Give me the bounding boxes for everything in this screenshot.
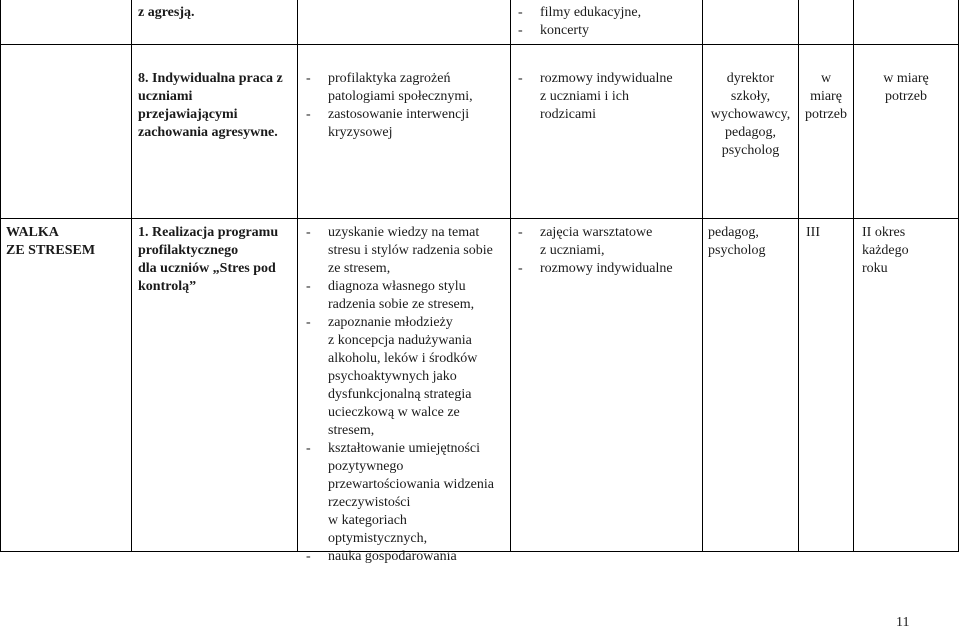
walka-responsible	[708, 224, 796, 260]
list-item	[306, 314, 510, 440]
list-item-line: z koncepcja nadużywania	[328, 333, 472, 348]
grid-line	[0, 0, 1, 552]
list-item-line: koncerty	[540, 23, 589, 38]
list-item	[306, 548, 510, 566]
walka-goals	[306, 224, 510, 566]
list-item	[306, 224, 510, 278]
list-item-line: nauka gospodarowania	[328, 549, 457, 564]
row8-responsible	[703, 70, 798, 160]
text-line: ZE STRESEM	[6, 243, 96, 258]
bullet-dash: -	[518, 261, 523, 276]
list-item-line: rozmowy indywidualne	[540, 261, 673, 276]
list-item-line: patologiami społecznymi,	[328, 89, 473, 104]
list-item	[306, 278, 510, 314]
list-item-line: rzeczywistości	[328, 495, 411, 510]
list-item-line: alkoholu, leków i środków	[328, 351, 478, 366]
bullet-dash: -	[306, 107, 311, 122]
list-item-line: stresem,	[328, 423, 375, 438]
list-item	[306, 70, 506, 106]
bullet-dash: -	[306, 279, 311, 294]
text-line: dla uczniów „Stres pod	[138, 261, 276, 276]
walka-period	[862, 224, 956, 278]
grid-line	[510, 0, 511, 552]
walka-task	[138, 224, 296, 296]
text-line: profilaktycznego	[138, 243, 239, 258]
list-item-line: radzenia sobie ze stresem,	[328, 297, 475, 312]
text-line: kontrolą”	[138, 279, 197, 294]
row-top-forms	[518, 4, 698, 40]
list-item-line: zapoznanie młodzieży	[328, 315, 453, 330]
text-line: szkoły,	[730, 89, 771, 104]
row8-goals	[306, 70, 506, 142]
bullet-dash: -	[518, 23, 523, 38]
row-top-task: z agresją.	[138, 5, 195, 20]
bullet-dash: -	[518, 225, 523, 240]
list-item	[518, 260, 700, 278]
list-item-line: kryzysowej	[328, 125, 393, 140]
list-item-line: pozytywnego	[328, 459, 404, 474]
list-item-line: rodzicami	[540, 107, 596, 122]
bullet-dash: -	[306, 71, 311, 86]
row8-period	[854, 70, 958, 106]
grid-line	[0, 218, 959, 219]
list-item	[306, 440, 510, 548]
text-line: roku	[862, 261, 888, 276]
list-item-line: zajęcia warsztatowe	[540, 225, 653, 240]
list-item	[518, 224, 700, 260]
list-item-line: rozmowy indywidualne	[540, 71, 673, 86]
text-line: potrzeb	[885, 89, 927, 104]
list-item-line: w kategoriach	[328, 513, 407, 528]
list-item-line: psychoaktywnych jako	[328, 369, 457, 384]
grid-line	[958, 0, 959, 552]
bullet-dash: -	[306, 315, 311, 330]
text-line: WALKA	[6, 225, 59, 240]
text-line: miarę	[810, 89, 842, 104]
text-line: każdego	[862, 243, 909, 258]
grid-line	[297, 0, 298, 552]
list-item	[518, 4, 698, 22]
list-item-line: przewartościowania widzenia	[328, 477, 494, 492]
list-item-line: stresu i stylów radzenia sobie	[328, 243, 493, 258]
bullet-dash: -	[306, 225, 311, 240]
text-line: II okres	[862, 225, 906, 240]
text-line: potrzeb	[805, 107, 847, 122]
list-item-line: z uczniami,	[540, 243, 605, 258]
list-item-line: filmy edukacyjne,	[540, 5, 642, 20]
list-item-line: kształtowanie umiejętności	[328, 441, 481, 456]
list-item-line: diagnoza własnego stylu	[328, 279, 466, 294]
list-item-line: zastosowanie interwencji	[328, 107, 470, 122]
text-line: pedagog,	[725, 125, 776, 140]
text-line: psycholog	[708, 243, 766, 258]
text-line: w miarę	[883, 71, 929, 86]
row8-task: 8. Indywidualna praca z uczniami przejawiającymi zachowania agresywne.	[138, 71, 283, 140]
row8-term	[799, 70, 853, 124]
list-item-line: z uczniami i ich	[540, 89, 630, 104]
text-line: dyrektor	[726, 71, 775, 86]
list-item-line: profilaktyka zagrożeń	[328, 71, 451, 86]
text-line: pedagog,	[708, 225, 759, 240]
grid-line	[131, 0, 132, 552]
bullet-dash: -	[518, 71, 523, 86]
grid-line	[0, 44, 959, 45]
bullet-dash: -	[306, 549, 311, 564]
list-item-line: ucieczkową w walce ze	[328, 405, 460, 420]
list-item	[306, 106, 506, 142]
list-item-line: uzyskanie wiedzy na temat	[328, 225, 480, 240]
text-line: psycholog	[721, 143, 780, 158]
text-line: wychowawcy,	[710, 107, 791, 122]
list-item-line: ze stresem,	[328, 261, 391, 276]
bullet-dash: -	[518, 5, 523, 20]
list-item	[518, 22, 698, 40]
text-line: 1. Realizacja programu	[138, 225, 279, 240]
list-item-line: dysfunkcjonalną strategia	[328, 387, 472, 402]
walka-term: III	[806, 225, 820, 240]
row8-forms	[518, 70, 698, 124]
list-item-line: optymistycznych,	[328, 531, 428, 546]
bullet-dash: -	[306, 441, 311, 456]
walka-area	[6, 224, 128, 260]
walka-forms	[518, 224, 700, 278]
page-number: 11	[896, 615, 910, 630]
list-item	[518, 70, 698, 124]
text-line: w	[820, 71, 832, 86]
